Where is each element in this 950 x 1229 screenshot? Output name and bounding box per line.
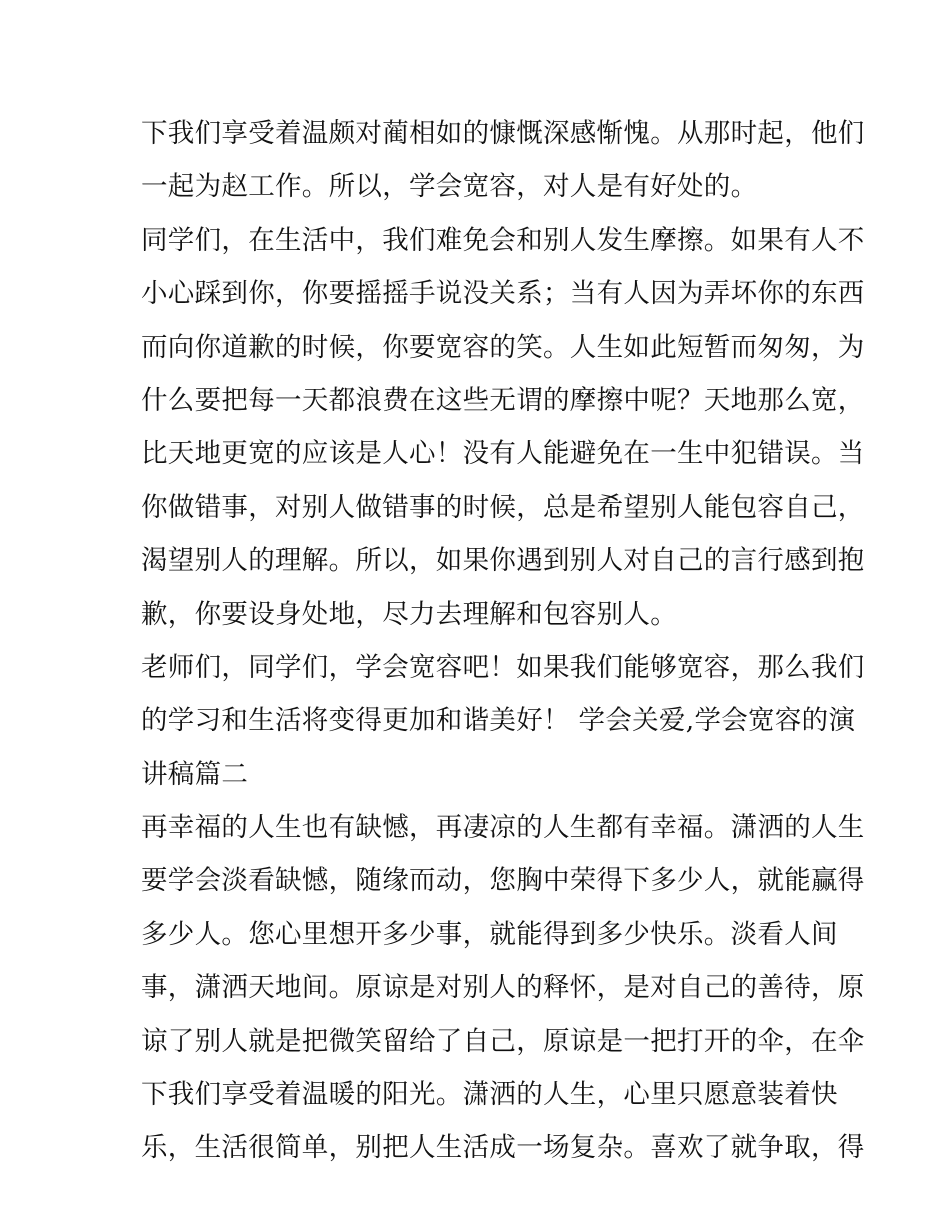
- text-line: 的学习和生活将变得更加和谐美好！ 学会关爱,学会宽容的演: [141, 705, 856, 737]
- text-line: 下我们享受着温颇对蔺相如的慷慨深感惭愧。从那时起，他们: [141, 118, 865, 149]
- text-line: 事，潇洒天地间。原谅是对别人的释怀，是对自己的善待，原: [141, 972, 865, 1004]
- text-line: 同学们，在生活中，我们难免会和别人发生摩擦。如果有人不: [141, 224, 865, 256]
- text-line: 你做错事，对别人做错事的时候，总是希望别人能包容自己，: [141, 491, 865, 523]
- text-line: 乐，生活很简单，别把人生活成一场复杂。喜欢了就争取，得: [141, 1132, 865, 1164]
- text-line: 下我们享受着温暖的阳光。潇洒的人生，心里只愿意装着快: [141, 1079, 838, 1111]
- text-line: 谅了别人就是把微笑留给了自己，原谅是一把打开的伞，在伞: [141, 1025, 865, 1057]
- text-line: 多少人。您心里想开多少事，就能得到多少快乐。淡看人间: [141, 918, 838, 950]
- text-line: 而向你道歉的时候，你要宽容的笑。人生如此短暂而匆匆，为: [141, 331, 865, 363]
- text-line: 比天地更宽的应该是人心！没有人能避免在一生中犯错误。当: [141, 438, 865, 470]
- text-line: 什么要把每一天都浪费在这些无谓的摩擦中呢？天地那么宽，: [141, 384, 865, 416]
- body-text: [141, 107, 865, 1175]
- text-line: 老师们，同学们，学会宽容吧！如果我们能够宽容，那么我们: [141, 651, 865, 683]
- text-line: 一起为赵工作。所以，学会宽容，对人是有好处的。: [141, 171, 758, 203]
- text-line: 小心踩到你，你要摇摇手说没关系；当有人因为弄坏你的东西: [141, 278, 865, 310]
- text-line: 再幸福的人生也有缺憾，再凄凉的人生都有幸福。潇洒的人生: [141, 812, 865, 844]
- text-line: 要学会淡看缺憾，随缘而动，您胸中荣得下多少人，就能赢得: [141, 865, 865, 897]
- text-line: 渴望别人的理解。所以，如果你遇到别人对自己的言行感到抱: [141, 545, 865, 577]
- section-title-line: 讲稿篇二: [141, 758, 249, 790]
- text-line: 歉，你要设身处地，尽力去理解和包容别人。: [141, 598, 677, 630]
